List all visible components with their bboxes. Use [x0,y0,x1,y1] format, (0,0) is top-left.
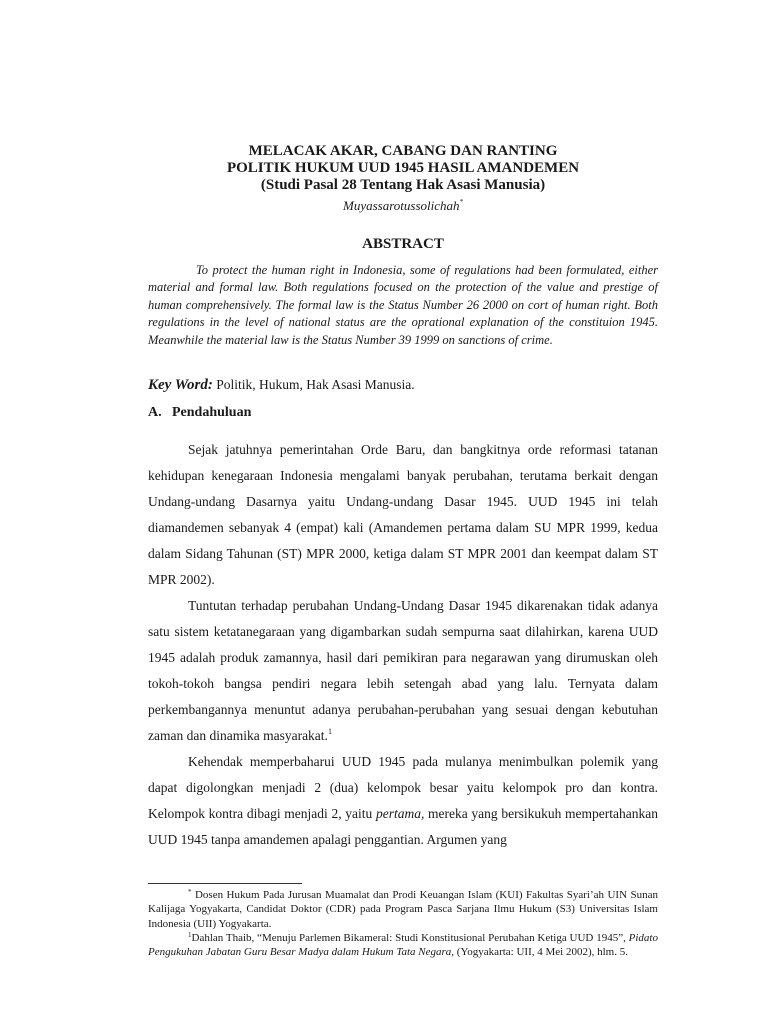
footnote-separator [148,883,302,884]
footnote-1-mark: * [188,888,192,896]
title-line-2: POLITIK HUKUM UUD 1945 HASIL AMANDEMEN [226,160,580,176]
footnote-1 [148,888,658,931]
body-paragraph-3-text-b: mereka yang bersikukuh mempertahankan UUD 1945 tanpa amandemen apalagi penggantian. Argumen yang [148,806,658,848]
footnote-2-mark: 1 [188,930,192,939]
keywords-line [148,376,658,394]
main-content [148,143,658,853]
footnote-2-text-b: (Yogyakarta: UII, 4 Mei 2002), hlm. 5. [454,946,628,959]
footnote-ref-1: 1 [327,727,332,737]
author-text: Muyassarotussolichah [342,198,460,213]
author-name [148,194,658,214]
abstract-text: To protect the human right in Indonesia, some of regulations had been formulated, either material and formal law. Both regulations focused on the protection of the value and prestige of human comprehensively. The formal law is the Status Number 26 2000 on cort of human right. Both regulations in the level of national status are the oprational explanation of the constituion 1945. Meanwhile the material law is the Status Number 39 1999 on sanctions of crime. [148,263,658,347]
footnote-2-emphasis: Pidato Pengukuhan Jabatan Guru Besar Madya dalam Hukum Tata Negara, [148,931,658,959]
body-paragraph-2 [148,593,658,749]
author-footnote-mark: * [459,198,464,206]
footnotes [148,888,658,959]
body-paragraph-1: Sejak jatuhnya pemerintahan Orde Baru, dan bangkitnya orde reformasi tatanan kehidupan kenegaraan Indonesia mengalami banyak perubahan, terutama berkait dengan Undang-undang Dasarnya yaitu Undang-undang Dasar 1945. UUD 1945 ini telah diamandemen sebanyak 4 (empat) kali (Amandemen pertama dalam SU MPR 1999, kedua dalam Sidang Tahunan (ST) MPR 2000, ketiga dalam ST MPR 2001 dan keempat dalam ST MPR 2002). [148,442,658,588]
keywords-value: Politik, Hukum, Hak Asasi Manusia. [216,377,415,393]
abstract-heading: ABSTRACT [362,236,444,252]
footnote-2 [148,931,658,960]
body-paragraph-3-text-a: Kehendak memperbaharui UUD 1945 pada mulanya menimbulkan polemik yang dapat digolongkan menjadi 2 (dua) kelompok besar yaitu kelompok pro dan kontra. Kelompok kontra dibagi menjadi 2, yaitu [148,754,658,822]
body-paragraph-3-emphasis: pertama, [375,806,425,822]
section-heading [148,404,658,422]
title-block [148,143,658,214]
body-paragraph-2-text: Tuntutan terhadap perubahan Undang-Undang Dasar 1945 dikarenakan tidak adanya satu sistem ketatanegaraan yang digambarkan sudah sempurna saat dilahirkan, karena UUD 1945 adalah produk zamannya, hasil dari pemikiran para negarawan yang dirumuskan oleh tokoh-tokoh bangsa pendiri negara lebih setengah abad yang lalu. Ternyata dalam perkembangannya menuntut adanya perubahan-perubahan yang sesuai dengan kebutuhan zaman dan dinamika masyarakat. [148,598,658,744]
body-paragraph-3 [148,749,658,853]
section-title: Pendahuluan [172,405,252,421]
keywords-label: Key Word: [148,377,213,394]
footnote-1-text: Dosen Hukum Pada Jurusan Muamalat dan Prodi Keuangan Islam (KUI) Fakultas Syari’ah UIN Sunan Kalijaga Yogyakarta, Candidat Doktor (CDR) pada Program Pasca Sarjana Ilmu Hukum (S3) Universitas Islam Indonesia (UII) Yogyakarta. [148,889,658,930]
title-line-1: MELACAK AKAR, CABANG DAN RANTING [248,143,558,159]
section-number: A. [148,405,162,421]
title-line-3: (Studi Pasal 28 Tentang Hak Asasi Manusia) [260,177,546,193]
footnote-2-text-a: Dahlan Thaib, “Menuju Parlemen Bikameral: Studi Konstitusional Perubahan Ketiga UUD 1945”, [191,931,629,944]
